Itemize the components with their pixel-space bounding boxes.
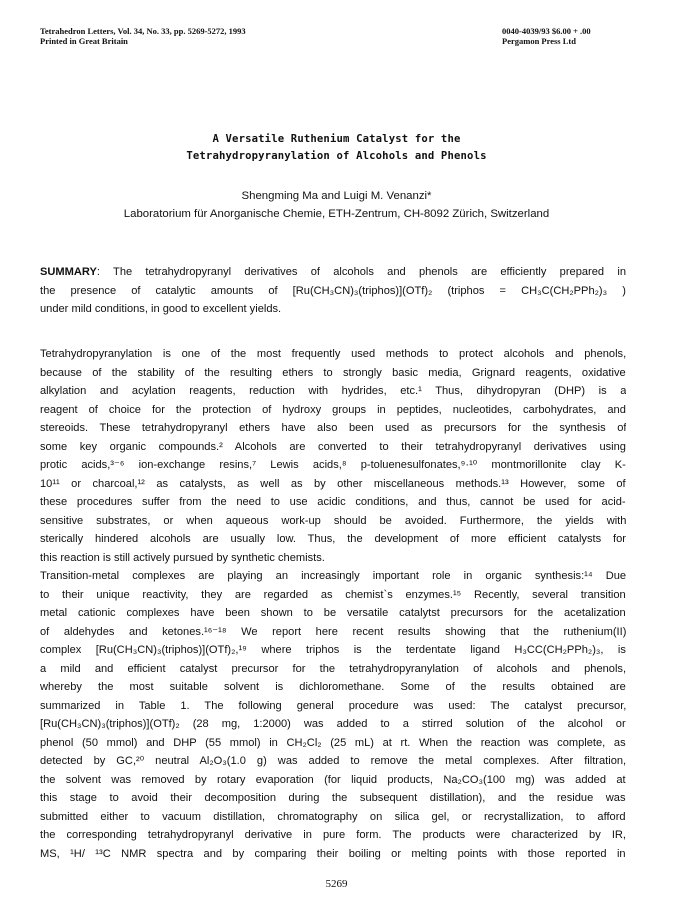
body-paragraphs: [40, 345, 626, 863]
body-line: [Ru(CH₃CN)₃(triphos)](OTf)₂ (28 mg, 1:2000) was added to a stirred solution of the alcohol or: [40, 718, 626, 730]
summary-line: under mild conditions, in good to excellent yields.: [40, 303, 282, 315]
body-line: a mild and efficient catalyst precursor for the tetrahydropyranylation of alcohols and phenols,: [40, 662, 626, 675]
body-line: the solvent was removed by rotary evaporation (for liquid products, Na₂CO₃(100 mg) was added at: [40, 773, 626, 786]
page-number: 5269: [325, 878, 348, 890]
body-line: these procedures suffer from the need to use acidic conditions, and thus, cannot be used for acid-: [40, 496, 626, 508]
author-block: [0, 187, 673, 223]
summary-text: : The tetrahydropyranyl derivatives of alcohols and phenols are efficiently prepared in: [96, 266, 626, 278]
body-line: this stage to avoid their decomposition during the subsequent distillation), and the residue was: [40, 792, 626, 804]
body-line: submitted either to vacuum distillation, chromatography on silica gel, or recrystallization, to afford: [40, 810, 626, 823]
summary-paragraph: [40, 263, 626, 319]
author-affiliation: Laboratorium für Anorganische Chemie, ETH-Zentrum, CH-8092 Zürich, Switzerland: [123, 208, 550, 220]
publisher-name: Pergamon Press Ltd: [502, 36, 576, 46]
body-line: phenol (50 mmol) and DHP (55 mmol) in CH₂Cl₂ (25 mL) at rt. When the reaction was complete, as: [40, 736, 626, 749]
body-line: detected by GC,²⁰ neutral Al₂O₃(1.0 g) was added to remove the metal complexes. After filtration,: [40, 755, 626, 767]
body-line: because of the stability of the resulting ethers to strongly basic media, Grignard reagents, oxidative: [40, 366, 626, 379]
body-line: of aldehydes and ketones.¹⁶⁻¹⁸ We report here recent results showing that the ruthenium(II): [40, 625, 626, 638]
body-line: MS, ¹H/ ¹³C NMR spectra and by comparing their boiling or melting points with those reported in: [40, 847, 626, 860]
body-line: summarized in Table 1. The following general procedure was used: The catalyst precursor,: [40, 699, 626, 712]
summary-label: SUMMARY: [40, 266, 97, 278]
body-line: 10¹¹ or charcoal,¹² as catalysts, as well as by other miscellaneous methods.¹³ However, some of: [40, 477, 626, 490]
summary-line: [40, 263, 626, 282]
title-line-2: Tetrahydropyranylation of Alcohols and Phenols: [186, 150, 487, 162]
body-line: metal cationic complexes have been shown to be versatile catalytst precursors for the acetalization: [40, 607, 626, 619]
body-line: stereoids. These tetrahydropyranyl ethers have also been used as precursors for the synthesis of: [40, 422, 626, 434]
body-line: this reaction is still actively pursued by synthetic chemists.: [40, 551, 325, 564]
publisher-code: [502, 26, 591, 46]
printed-line: Printed in Great Britain: [40, 36, 128, 46]
summary-line: the presence of catalytic amounts of [Ru(CH₃CN)₃(triphos)](OTf)₂ (triphos = CH₃C(CH₂PPh₂)₃ ): [40, 284, 626, 297]
body-line: sterically hindered alcohols are usually low. Thus, the development of more efficient catalysts for: [40, 533, 626, 545]
author-names: Shengming Ma and Luigi M. Venanzi*: [241, 190, 432, 202]
body-line: the corresponding tetrahydropyranyl derivative in pure form. The products were characterized by IR,: [40, 829, 626, 841]
price-code: 0040-4039/93 $6.00 + .00: [502, 26, 591, 36]
journal-citation: [40, 26, 246, 46]
journal-line: Tetrahedron Letters, Vol. 34, No. 33, pp. 5269-5272, 1993: [40, 26, 246, 36]
title-line-1: A Versatile Ruthenium Catalyst for the: [212, 133, 461, 145]
body-line: some key organic compounds.² Alcohols are converted to their tetrahydropyranyl derivatives using: [40, 440, 626, 453]
body-line: complex [Ru(CH₃CN)₃(triphos)](OTf)₂,¹⁹ where triphos is the terdentate ligand H₃CC(CH₂PPh₂)₃, is: [40, 644, 626, 656]
body-line: Transition-metal complexes are playing an increasingly important role in organic synthesis:¹⁴ Due: [40, 570, 626, 582]
body-line: alkylation and acylation reagents, reduction with hydrides, etc.¹ Thus, dihydropyran (DHP) is a: [40, 385, 626, 397]
body-line: Tetrahydropyranylation is one of the most frequently used methods to protect alcohols and phenols,: [40, 348, 626, 360]
paper-title: [0, 131, 673, 165]
body-line: reagent of choice for the protection of hydroxy groups in peptides, nucleotides, carbohydrates, and: [40, 403, 626, 416]
body-line: protic acids,³⁻⁶ ion-exchange resins,⁷ Lewis acids,⁸ p-toluenesulfonates,⁹·¹⁰ montmorillonite clay K-: [40, 459, 626, 471]
body-line: whereby the most suitable solvent is dichloromethane. Some of the results obtained are: [40, 681, 626, 693]
body-line: to their unique reactivity, they are regarded as chemist`s enzymes.¹⁵ Recently, several transition: [40, 588, 626, 601]
body-line: sensitive substrates, or when aqueous work-up should be avoided. Furthermore, the yields with: [40, 514, 626, 527]
